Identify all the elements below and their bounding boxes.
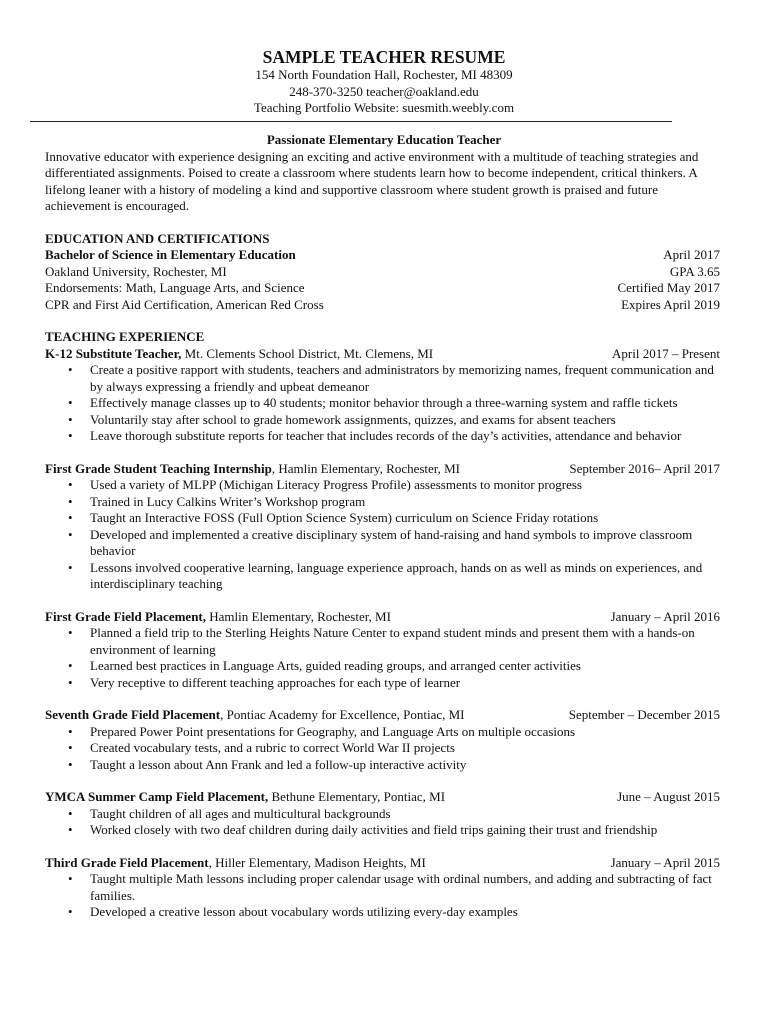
job-heading — [45, 346, 433, 363]
job-bullets — [45, 871, 720, 921]
resume-body — [45, 132, 720, 921]
job-header — [45, 707, 720, 724]
job-title: First Grade Student Teaching Internship — [45, 460, 272, 476]
job-title: YMCA Summer Camp Field Placement, — [45, 789, 269, 804]
education-item: Bachelor of Science in Elementary Education — [45, 247, 296, 262]
education-row — [45, 264, 720, 281]
bullet-item: • Leave thorough substitute reports for teacher that includes records of the day’s activities, attendance and behavior — [45, 428, 720, 445]
job-header — [45, 461, 720, 478]
education-detail: GPA 3.65 — [669, 263, 720, 279]
job-location: , Hiller Elementary, Madison Heights, MI — [208, 854, 426, 870]
education-list — [45, 247, 720, 313]
contact-line: 248-370-3250 teacher@oakland.edu — [289, 83, 479, 99]
bullet-item: • Taught a lesson about Ann Frank and led a follow-up interactive activity — [45, 757, 720, 774]
portfolio-line: Teaching Portfolio Website: suesmith.weebly.com — [253, 100, 515, 115]
job-heading — [45, 461, 460, 478]
job-bullets — [45, 477, 720, 593]
bullet-item: • Create a positive rapport with students, teachers and administrators by memorizing names, frequent communication and by always expressing a friendly and upbeat demeanor — [45, 362, 720, 395]
job-header — [45, 789, 720, 806]
education-heading: EDUCATION AND CERTIFICATIONS — [45, 230, 270, 246]
bullet-item: • Voluntarily stay after school to grade homework assignments, quizzes, and exams for absent teachers — [45, 412, 720, 429]
education-detail: April 2017 — [663, 247, 720, 262]
job-header — [45, 346, 720, 363]
job-location: , Hamlin Elementary, Rochester, MI — [271, 460, 460, 476]
resume-header — [0, 47, 768, 117]
job-dates: April 2017 – Present — [612, 345, 720, 361]
bullet-item: • Trained in Lucy Calkins Writer’s Workshop program — [45, 494, 720, 511]
job-location: , Pontiac Academy for Excellence, Pontiac, MI — [220, 707, 465, 722]
experience-heading: TEACHING EXPERIENCE — [45, 329, 205, 344]
bullet-item: • Planned a field trip to the Sterling Heights Nature Center to expand student minds and present them with a hands-on environment of learning — [45, 625, 720, 658]
job-heading — [45, 789, 445, 806]
job-title: First Grade Field Placement, — [45, 608, 207, 624]
bullet-item: • Learned best practices in Language Arts, guided reading groups, and arranged center activities — [45, 658, 720, 675]
job-bullets — [45, 806, 720, 839]
education-item: Oakland University, Rochester, MI — [45, 263, 227, 279]
bullet-item: • Effectively manage classes up to 40 students; monitor behavior through a three-warning system and raffle tickets — [45, 395, 720, 412]
job-entry — [45, 707, 720, 773]
header-divider — [30, 121, 672, 122]
bullet-item: • Lessons involved cooperative learning, language experience approach, hands on as well as minds on experiences, and interdisciplinary teaching — [45, 560, 720, 593]
job-heading — [45, 707, 465, 724]
summary-title: Passionate Elementary Education Teacher — [266, 132, 502, 147]
job-dates: September 2016– April 2017 — [569, 460, 720, 476]
bullet-item: • Very receptive to different teaching approaches for each type of learner — [45, 675, 720, 692]
experience-list — [45, 346, 720, 921]
address-line: 154 North Foundation Hall, Rochester, MI 48309 — [255, 67, 513, 82]
bullet-item: • Taught multiple Math lessons including proper calendar usage with ordinal numbers, and adding and subtracting of fact families. — [45, 871, 720, 904]
education-row — [45, 297, 720, 314]
education-detail: Expires April 2019 — [621, 296, 720, 312]
bullet-item: • Taught an Interactive FOSS (Full Option Science System) curriculum on Science Friday rotations — [45, 510, 720, 527]
job-heading — [45, 609, 391, 626]
job-bullets — [45, 362, 720, 445]
bullet-item: • Created vocabulary tests, and a rubric to correct World War II projects — [45, 740, 720, 757]
job-title: Seventh Grade Field Placement — [45, 707, 221, 722]
job-dates: September – December 2015 — [568, 707, 720, 722]
job-location: Hamlin Elementary, Rochester, MI — [206, 608, 391, 624]
education-row — [45, 280, 720, 297]
bullet-item: • Taught children of all ages and multicultural backgrounds — [45, 806, 720, 823]
resume-title: SAMPLE TEACHER RESUME — [262, 47, 506, 67]
job-entry — [45, 346, 720, 445]
job-entry — [45, 855, 720, 921]
bullet-item: • Developed and implemented a creative disciplinary system of hand-raising and hand symbols to improve classroom behavior — [45, 527, 720, 560]
job-bullets — [45, 724, 720, 774]
job-heading — [45, 855, 426, 872]
bullet-item: • Used a variety of MLPP (Michigan Literacy Progress Profile) assessments to monitor progress — [45, 477, 720, 494]
job-title: K-12 Substitute Teacher, — [45, 345, 182, 361]
job-header — [45, 855, 720, 872]
job-location: Mt. Clements School District, Mt. Clemens, MI — [181, 345, 434, 361]
job-dates: January – April 2015 — [610, 854, 720, 870]
job-bullets — [45, 625, 720, 691]
bullet-item: • Worked closely with two deaf children during daily activities and field trips gaining their trust and friendship — [45, 822, 720, 839]
job-title: Third Grade Field Placement — [45, 854, 209, 870]
education-item: CPR and First Aid Certification, American Red Cross — [45, 296, 324, 312]
job-dates: June – August 2015 — [617, 789, 720, 804]
bullet-item: • Prepared Power Point presentations for Geography, and Language Arts on multiple occasions — [45, 724, 720, 741]
education-item: Endorsements: Math, Language Arts, and Science — [45, 280, 305, 295]
job-header — [45, 609, 720, 626]
job-location: Bethune Elementary, Pontiac, MI — [268, 789, 446, 804]
bullet-item: • Developed a creative lesson about vocabulary words utilizing every-day examples — [45, 904, 720, 921]
education-detail: Certified May 2017 — [617, 280, 720, 295]
job-entry — [45, 609, 720, 692]
job-entry — [45, 789, 720, 839]
education-row — [45, 247, 720, 264]
summary-text: Innovative educator with experience designing an exciting and active environment with a multitude of teaching strategies and differentiated assignments. Poised to create a classroom where students learn how to become independent, critical thinkers. A lifelong leaner with a history of modeling a kind and supportive classroom where student growth is praised and future achievement is encouraged. — [45, 148, 699, 213]
job-entry — [45, 461, 720, 593]
job-dates: January – April 2016 — [610, 608, 720, 624]
